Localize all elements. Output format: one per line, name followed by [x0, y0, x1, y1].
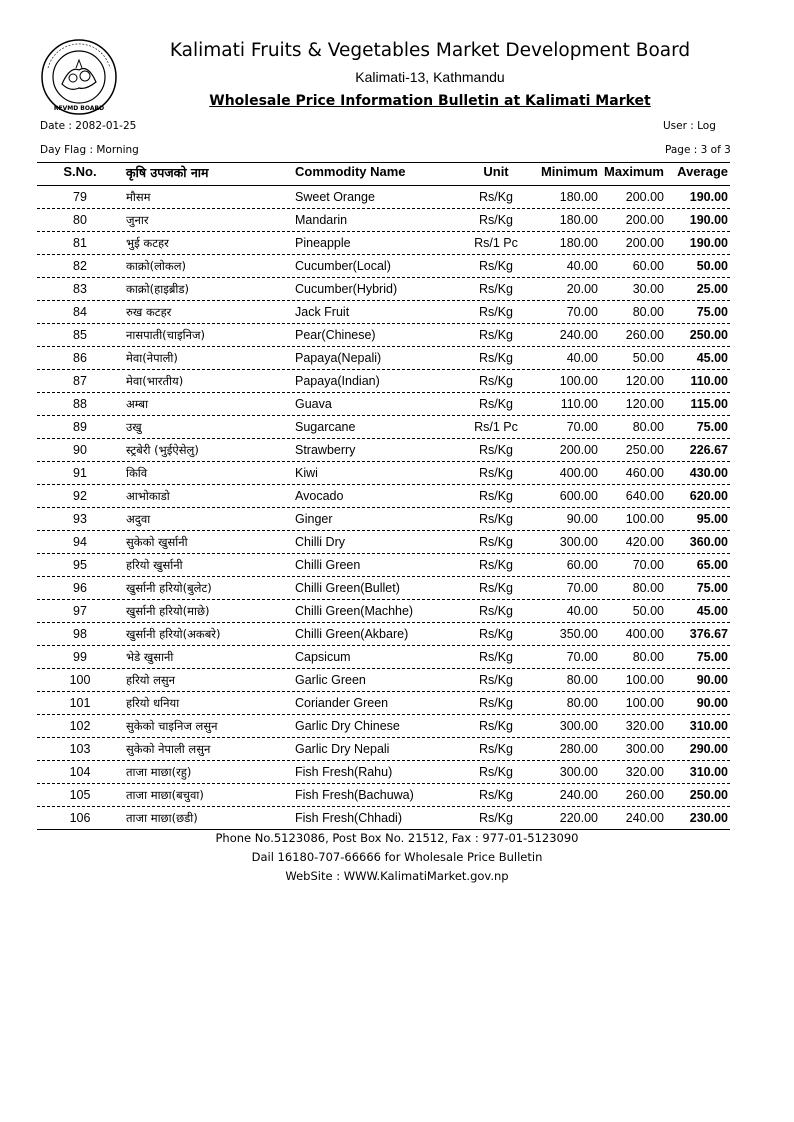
report-date: Date : 2082-01-25	[40, 120, 137, 132]
cell-sno: 98	[73, 627, 87, 641]
cell-maximum: 50.00	[632, 604, 664, 618]
cell-unit: Rs/Kg	[478, 673, 514, 687]
cell-minimum: 80.00	[566, 696, 598, 710]
cell-sno: 84	[73, 305, 87, 319]
cell-commodity-name: Pear(Chinese)	[295, 328, 376, 342]
table-row	[37, 646, 730, 669]
cell-minimum: 220.00	[559, 811, 598, 825]
cell-unit: Rs/Kg	[478, 190, 514, 204]
cell-average: 250.00	[689, 328, 728, 342]
cell-nepali-name: स्ट्रबेरी (भुईऐसेलु)	[126, 443, 199, 457]
cell-nepali-name: ताजा माछा(छडी)	[126, 811, 198, 825]
cell-average: 250.00	[689, 788, 728, 802]
cell-average: 45.00	[696, 351, 728, 365]
cell-average: 75.00	[696, 420, 728, 434]
cell-sno: 97	[73, 604, 87, 618]
col-commodity-header: Commodity Name	[295, 164, 406, 179]
col-nepali-name-header: कृषि उपजको नाम	[126, 165, 209, 180]
table-row	[37, 393, 730, 416]
cell-minimum: 300.00	[559, 719, 598, 733]
cell-commodity-name: Garlic Dry Nepali	[295, 742, 390, 756]
cell-minimum: 20.00	[566, 282, 598, 296]
cell-minimum: 180.00	[559, 213, 598, 227]
cell-unit: Rs/Kg	[478, 282, 514, 296]
cell-commodity-name: Sugarcane	[295, 420, 356, 434]
cell-commodity-name: Guava	[295, 397, 332, 411]
cell-maximum: 260.00	[625, 328, 664, 342]
cell-average: 376.67	[689, 627, 728, 641]
cell-average: 75.00	[696, 581, 728, 595]
table-header	[0, 164, 794, 186]
table-row	[37, 669, 730, 692]
cell-sno: 106	[69, 811, 91, 825]
cell-average: 190.00	[689, 236, 728, 250]
cell-commodity-name: Papaya(Nepali)	[295, 351, 382, 365]
cell-commodity-name: Strawberry	[295, 443, 356, 457]
table-row	[37, 600, 730, 623]
cell-average: 75.00	[696, 650, 728, 664]
cell-sno: 80	[73, 213, 87, 227]
cell-average: 45.00	[696, 604, 728, 618]
cell-unit: Rs/Kg	[478, 397, 514, 411]
cell-average: 190.00	[689, 190, 728, 204]
cell-unit: Rs/Kg	[478, 443, 514, 457]
cell-maximum: 80.00	[632, 581, 664, 595]
cell-commodity-name: Papaya(Indian)	[295, 374, 380, 388]
day-flag: Day Flag : Morning	[40, 144, 139, 156]
cell-average: 90.00	[696, 696, 728, 710]
logo-text: RFVMD BOARD	[53, 105, 105, 112]
col-minimum-header: Minimum	[540, 164, 598, 179]
cell-unit: Rs/1 Pc	[474, 420, 518, 434]
cell-average: 95.00	[696, 512, 728, 526]
cell-nepali-name: अम्बा	[126, 397, 149, 411]
cell-average: 75.00	[696, 305, 728, 319]
cell-nepali-name: भेडे खुसानी	[126, 650, 174, 664]
cell-minimum: 100.00	[559, 374, 598, 388]
table-row	[37, 255, 730, 278]
cell-sno: 102	[69, 719, 91, 733]
cell-nepali-name: मौसम	[126, 190, 151, 204]
cell-nepali-name: काक्रो(लोकल)	[126, 259, 186, 273]
table-row	[37, 715, 730, 738]
cell-sno: 81	[73, 236, 87, 250]
cell-nepali-name: खुर्सानी हरियो(माछे)	[126, 604, 210, 618]
col-maximum-header: Maximum	[604, 164, 664, 179]
cell-minimum: 300.00	[559, 765, 598, 779]
cell-average: 226.67	[689, 443, 728, 457]
cell-sno: 95	[73, 558, 87, 572]
table-row	[37, 370, 730, 393]
cell-minimum: 300.00	[559, 535, 598, 549]
cell-minimum: 80.00	[566, 673, 598, 687]
cell-average: 430.00	[689, 466, 728, 480]
cell-sno: 91	[73, 466, 87, 480]
cell-unit: Rs/Kg	[478, 351, 514, 365]
cell-commodity-name: Cucumber(Hybrid)	[295, 282, 398, 296]
cell-commodity-name: Avocado	[295, 489, 344, 503]
cell-commodity-name: Kiwi	[295, 466, 318, 480]
cell-unit: Rs/Kg	[478, 535, 514, 549]
cell-nepali-name: हरियो लसुन	[126, 673, 176, 687]
cell-commodity-name: Fish Fresh(Rahu)	[295, 765, 393, 779]
cell-average: 110.00	[690, 374, 728, 388]
cell-nepali-name: मेवा(भारतीय)	[126, 374, 184, 388]
cell-commodity-name: Mandarin	[295, 213, 348, 227]
cell-unit: Rs/Kg	[478, 213, 514, 227]
table-top-rule	[37, 162, 730, 163]
cell-average: 310.00	[689, 765, 728, 779]
table-row	[37, 738, 730, 761]
cell-nepali-name: नासपाती(चाइनिज)	[126, 328, 205, 342]
cell-maximum: 300.00	[625, 742, 664, 756]
cell-unit: Rs/Kg	[478, 811, 514, 825]
cell-average: 90.00	[696, 673, 728, 687]
table-row	[37, 692, 730, 715]
report-user: User : Log	[663, 120, 716, 132]
cell-nepali-name: हरियो खुर्सानी	[126, 558, 183, 572]
cell-nepali-name: भुई कटहर	[126, 236, 169, 250]
cell-sno: 100	[69, 673, 91, 687]
cell-maximum: 260.00	[625, 788, 664, 802]
table-row	[37, 439, 730, 462]
cell-minimum: 70.00	[566, 420, 598, 434]
cell-unit: Rs/Kg	[478, 328, 514, 342]
cell-maximum: 320.00	[625, 719, 664, 733]
cell-maximum: 250.00	[625, 443, 664, 457]
footer-dial: Dail 16180-707-66666 for Wholesale Price Bulletin	[251, 850, 543, 864]
table-row	[37, 807, 730, 830]
cell-unit: Rs/Kg	[478, 305, 514, 319]
cell-maximum: 30.00	[632, 282, 664, 296]
cell-unit: Rs/Kg	[478, 489, 514, 503]
cell-sno: 88	[73, 397, 87, 411]
cell-commodity-name: Coriander Green	[295, 696, 389, 710]
cell-minimum: 110.00	[560, 397, 598, 411]
table-row	[37, 324, 730, 347]
cell-maximum: 460.00	[625, 466, 664, 480]
cell-commodity-name: Chilli Green(Akbare)	[295, 627, 409, 641]
cell-unit: Rs/Kg	[478, 512, 514, 526]
cell-average: 360.00	[689, 535, 728, 549]
cell-maximum: 200.00	[625, 213, 664, 227]
table-row	[37, 554, 730, 577]
cell-maximum: 400.00	[625, 627, 664, 641]
cell-unit: Rs/Kg	[478, 259, 514, 273]
cell-nepali-name: खुर्सानी हरियो(बुलेट)	[126, 581, 212, 595]
cell-average: 25.00	[696, 282, 728, 296]
table-row	[37, 416, 730, 439]
cell-average: 190.00	[689, 213, 728, 227]
bulletin-title: Wholesale Price Information Bulletin at Kalimati Market	[209, 93, 651, 109]
col-unit-header: Unit	[483, 164, 509, 179]
cell-minimum: 600.00	[559, 489, 598, 503]
table-row	[37, 278, 730, 301]
table-row	[37, 761, 730, 784]
cell-sno: 89	[73, 420, 87, 434]
cell-minimum: 90.00	[566, 512, 598, 526]
cell-minimum: 70.00	[566, 650, 598, 664]
cell-commodity-name: Capsicum	[295, 650, 351, 664]
cell-sno: 93	[73, 512, 87, 526]
table-row	[37, 462, 730, 485]
cell-sno: 105	[69, 788, 91, 802]
table-row	[37, 577, 730, 600]
cell-unit: Rs/Kg	[478, 719, 514, 733]
cell-minimum: 240.00	[559, 788, 598, 802]
cell-minimum: 40.00	[566, 259, 598, 273]
cell-sno: 92	[73, 489, 87, 503]
table-row	[37, 301, 730, 324]
cell-nepali-name: हरियो धनिया	[126, 696, 180, 710]
cell-sno: 82	[73, 259, 87, 273]
cell-commodity-name: Sweet Orange	[295, 190, 375, 204]
cell-nepali-name: उखु	[126, 420, 142, 434]
cell-commodity-name: Garlic Dry Chinese	[295, 719, 400, 733]
cell-maximum: 100.00	[625, 512, 664, 526]
board-address: Kalimati-13, Kathmandu	[355, 69, 505, 85]
cell-maximum: 60.00	[632, 259, 664, 273]
cell-minimum: 400.00	[559, 466, 598, 480]
cell-minimum: 200.00	[559, 443, 598, 457]
footer-website: WebSite : WWW.KalimatiMarket.gov.np	[285, 869, 509, 883]
cell-commodity-name: Cucumber(Local)	[295, 259, 391, 273]
cell-sno: 83	[73, 282, 87, 296]
cell-sno: 94	[73, 535, 87, 549]
cell-sno: 96	[73, 581, 87, 595]
cell-minimum: 60.00	[566, 558, 598, 572]
cell-nepali-name: आभोकाडो	[126, 489, 170, 503]
cell-nepali-name: सुकेको चाइनिज लसुन	[126, 719, 218, 733]
page-indicator: Page : 3 of 3	[665, 144, 731, 156]
table-row	[37, 784, 730, 807]
cell-average: 65.00	[696, 558, 728, 572]
cell-nepali-name: किवि	[126, 466, 148, 480]
cell-minimum: 240.00	[559, 328, 598, 342]
cell-maximum: 320.00	[625, 765, 664, 779]
cell-commodity-name: Jack Fruit	[295, 305, 350, 319]
cell-nepali-name: ताजा माछा(बचुवा)	[126, 788, 204, 802]
cell-sno: 104	[69, 765, 91, 779]
cell-unit: Rs/Kg	[478, 581, 514, 595]
cell-maximum: 120.00	[625, 374, 664, 388]
cell-minimum: 70.00	[566, 305, 598, 319]
cell-minimum: 180.00	[559, 236, 598, 250]
cell-commodity-name: Garlic Green	[295, 673, 366, 687]
cell-average: 290.00	[689, 742, 728, 756]
cell-commodity-name: Chilli Dry	[295, 535, 345, 549]
table-row	[37, 485, 730, 508]
cell-sno: 103	[69, 742, 91, 756]
footer-contact: Phone No.5123086, Post Box No. 21512, Fax : 977-01-5123090	[215, 831, 579, 845]
cell-commodity-name: Chilli Green(Machhe)	[295, 604, 414, 618]
cell-unit: Rs/Kg	[478, 604, 514, 618]
cell-minimum: 180.00	[559, 190, 598, 204]
cell-maximum: 200.00	[625, 236, 664, 250]
cell-sno: 101	[69, 696, 91, 710]
cell-nepali-name: सुकेको नेपाली लसुन	[126, 742, 211, 756]
cell-sno: 99	[73, 650, 87, 664]
cell-unit: Rs/Kg	[478, 627, 514, 641]
cell-nepali-name: खुर्सानी हरियो(अकबरे)	[126, 627, 221, 641]
cell-maximum: 120.00	[625, 397, 664, 411]
cell-average: 620.00	[689, 489, 728, 503]
board-title: Kalimati Fruits & Vegetables Market Development Board	[169, 40, 691, 61]
cell-commodity-name: Chilli Green	[295, 558, 361, 572]
cell-average: 310.00	[689, 719, 728, 733]
cell-unit: Rs/Kg	[478, 466, 514, 480]
board-logo	[40, 38, 118, 116]
cell-unit: Rs/Kg	[478, 650, 514, 664]
table-row	[37, 232, 730, 255]
cell-maximum: 240.00	[625, 811, 664, 825]
cell-sno: 90	[73, 443, 87, 457]
cell-sno: 79	[73, 190, 87, 204]
table-row	[37, 623, 730, 646]
cell-average: 230.00	[689, 811, 728, 825]
cell-sno: 86	[73, 351, 87, 365]
table-row	[37, 531, 730, 554]
cell-maximum: 80.00	[632, 305, 664, 319]
cell-maximum: 640.00	[625, 489, 664, 503]
cell-maximum: 80.00	[632, 650, 664, 664]
table-row	[37, 186, 730, 209]
cell-unit: Rs/1 Pc	[474, 236, 518, 250]
cell-unit: Rs/Kg	[478, 696, 514, 710]
price-table-body	[0, 186, 794, 830]
cell-minimum: 70.00	[566, 581, 598, 595]
col-average-header: Average	[677, 164, 728, 179]
cell-average: 115.00	[690, 397, 728, 411]
table-row	[37, 508, 730, 531]
cell-nepali-name: अदुवा	[126, 512, 151, 526]
cell-average: 50.00	[696, 259, 728, 273]
cell-sno: 85	[73, 328, 87, 342]
cell-commodity-name: Ginger	[295, 512, 333, 526]
cell-unit: Rs/Kg	[478, 765, 514, 779]
cell-nepali-name: ताजा माछा(रहु)	[126, 765, 192, 779]
table-row	[37, 209, 730, 232]
cell-maximum: 100.00	[625, 673, 664, 687]
cell-nepali-name: रुख कटहर	[126, 305, 172, 319]
cell-minimum: 350.00	[559, 627, 598, 641]
cell-sno: 87	[73, 374, 87, 388]
cell-maximum: 80.00	[632, 420, 664, 434]
cell-unit: Rs/Kg	[478, 788, 514, 802]
cell-minimum: 40.00	[566, 351, 598, 365]
cell-unit: Rs/Kg	[478, 374, 514, 388]
cell-commodity-name: Fish Fresh(Chhadi)	[295, 811, 402, 825]
cell-commodity-name: Chilli Green(Bullet)	[295, 581, 400, 595]
cell-unit: Rs/Kg	[478, 742, 514, 756]
cell-unit: Rs/Kg	[478, 558, 514, 572]
cell-maximum: 50.00	[632, 351, 664, 365]
cell-nepali-name: सुकेको खुर्सानी	[126, 535, 188, 549]
cell-minimum: 280.00	[559, 742, 598, 756]
cell-nepali-name: मेवा(नेपाली)	[126, 351, 178, 365]
cell-maximum: 200.00	[625, 190, 664, 204]
cell-commodity-name: Fish Fresh(Bachuwa)	[295, 788, 414, 802]
cell-nepali-name: काक्रो(हाइब्रीड)	[126, 282, 190, 296]
cell-minimum: 40.00	[566, 604, 598, 618]
col-sno-header: S.No.	[63, 164, 97, 179]
cell-nepali-name: जुनार	[126, 213, 149, 227]
cell-maximum: 420.00	[625, 535, 664, 549]
cell-maximum: 70.00	[632, 558, 664, 572]
cell-maximum: 100.00	[625, 696, 664, 710]
cell-commodity-name: Pineapple	[295, 236, 351, 250]
table-row	[37, 347, 730, 370]
